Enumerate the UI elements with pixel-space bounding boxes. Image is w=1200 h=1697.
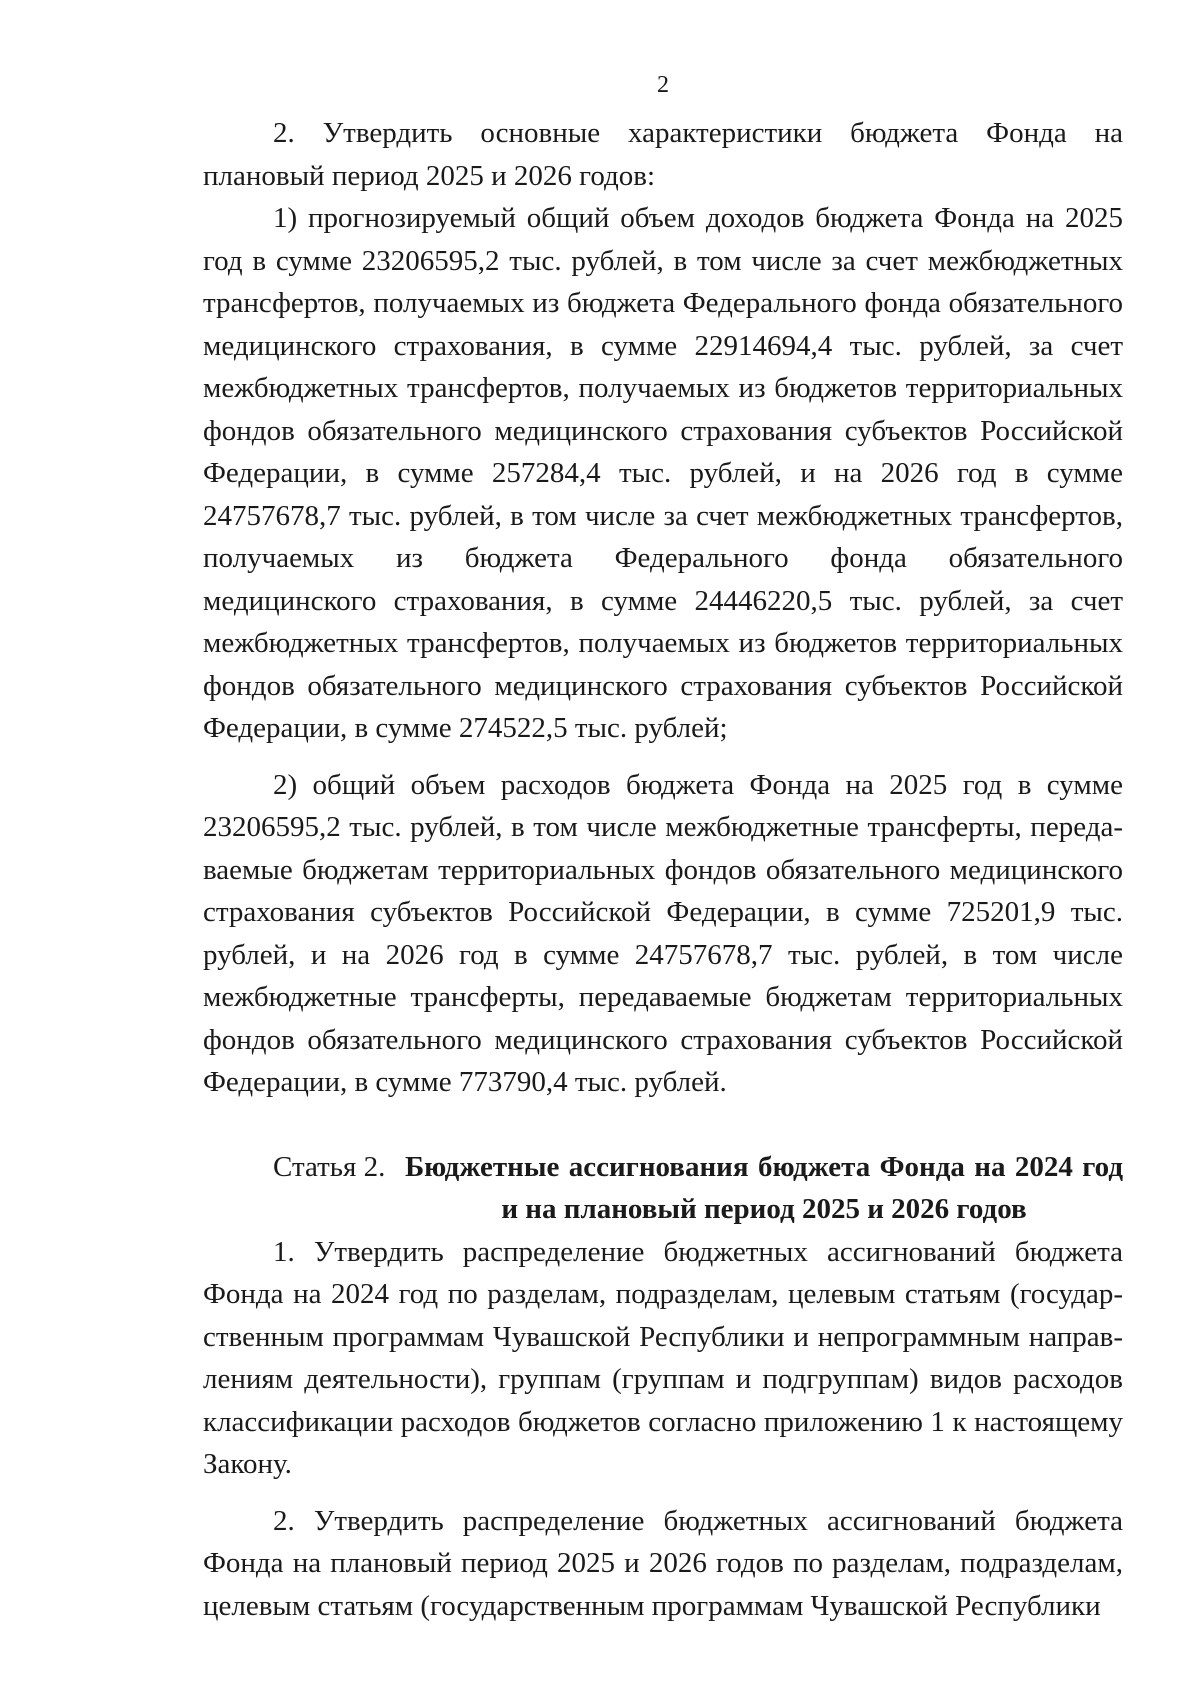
- page-number: 2: [657, 72, 669, 98]
- article-heading: [203, 1146, 1123, 1231]
- article-label: Статья 2.: [273, 1150, 386, 1183]
- paragraph-revenues: 1) прогнозируемый общий объем доходов бюджета Фонда на 2025 год в сумме 23206595,2 тыс. рублей, в том числе за счет межбюджетных трансфертов, получаемых из бюджета Федерального фонда обязательного медицинского страхования, в сумме 22914694,4 тыс. рублей, за счет межбюджетных трансфертов, получаемых из бюджетов территориальных фондов обязательного медицинского страхования субъектов Российской Федерации, в сумме 257284,4 тыс. рублей, и на 2026 год в сумме 24757678,7 тыс. рублей, в том числе за счет межбюджетных трансфертов, получаемых из бюджета Федерального фонда обязательного медицинского страхования, в сумме 24446220,5 тыс. рублей, за счет межбюджетных трансфертов, получаемых из бюджетов территориальных фондов обязательного медицинского страхования субъектов Российской Федерации, в сумме 274522,5 тыс. рублей;: [203, 202, 1123, 744]
- paragraph-expenditures: 2) общий объем расходов бюджета Фонда на 2025 год в сумме 23206595,2 тыс. рублей, в том числе межбюджетные трансферты, передаваемые бюджетам территориальных фондов обязательного медицинского страхования субъектов Российской Федерации, в сумме 725201,9 тыс. рублей, и на 2026 год в сумме 24757678,7 тыс. рублей, в том числе межбюджетные трансферты, передаваемые бюджетам территориальных фондов обязательного медицинского страхования субъектов Российской Федерации, в сумме 773790,4 тыс. рублей.: [203, 768, 1123, 1098]
- article-title: Бюджетные ассигнования бюджета Фонда на 2024 год и на плановый период 2025 и 2026 годов: [405, 1150, 1123, 1225]
- paragraph-main-characteristics: 2. Утвердить основные характеристики бюджета Фонда на плановый период 2025 и 2026 годов:: [203, 117, 1123, 192]
- paragraph-allocation-2024: 1. Утвердить распределение бюджетных ассигнований бюджета Фонда на 2024 год по разделам, подразделам, целевым статьям (государственным программам Чувашской Республики и непрограммным направлениям деятельности), группам (группам и подгруппам) видов расходов классификации расходов бюджетов согласно приложению 1 к настоящему Закону.: [203, 1235, 1123, 1480]
- document-body: [203, 112, 1123, 1627]
- paragraph-allocation-2025-2026: 2. Утвердить распределение бюджетных ассигнований бюджета Фонда на плановый период 2025 и 2026 годов по разделам, подразделам, целевым статьям (государственным программам Чувашской Республики: [203, 1504, 1123, 1622]
